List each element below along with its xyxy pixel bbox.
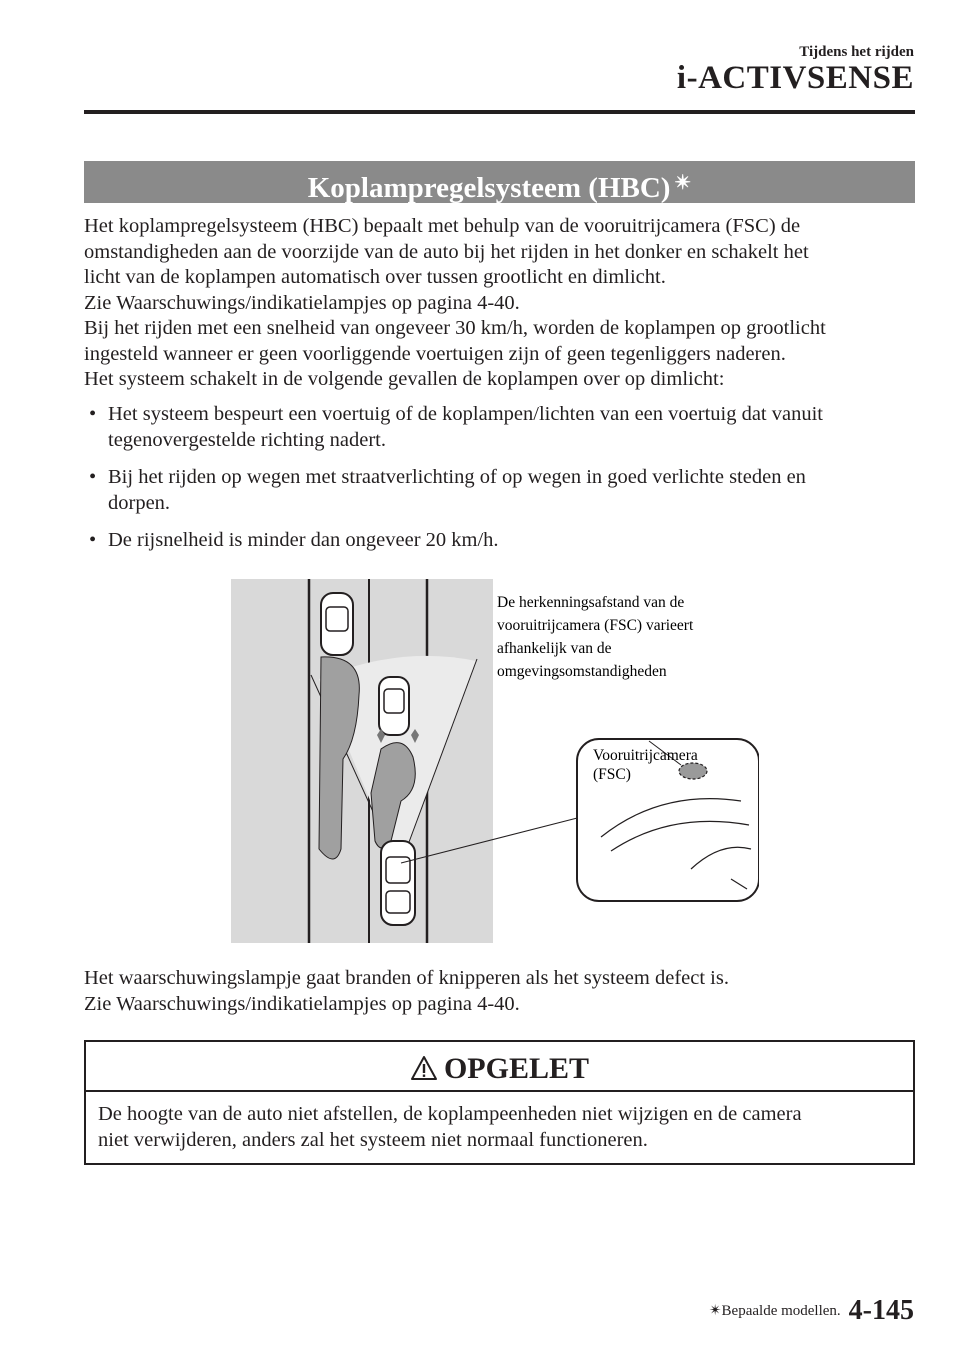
asterisk-icon: ✴ <box>674 172 692 194</box>
camera-caption: (FSC) <box>593 766 631 783</box>
intro-line: Zie Waarschuwings/indikatielampjes op pagina 4-40. <box>84 291 520 314</box>
intro-line: Het koplampregelsysteem (HBC) bepaalt met behulp van de vooruitrijcamera (FSC) de <box>84 215 801 237</box>
list-item-text: • Het systeem bespeurt een voertuig of de koplampen/lichten van een voertuig dat vanuit <box>108 403 823 425</box>
chapter-header: i-ACTIVSENSE <box>676 60 914 96</box>
page-number: 4-145 <box>848 1295 914 1326</box>
camera-caption: Vooruitrijcamera <box>593 747 698 764</box>
list-item-text: dorpen. <box>108 491 171 514</box>
range-caption: afhankelijk van de <box>497 640 612 657</box>
intro-line: ingesteld wanneer er geen voorliggende voertuigen zijn of geen tegenliggers naderen. <box>84 342 786 365</box>
oncoming-car-icon <box>321 593 353 655</box>
range-caption: vooruitrijcamera (FSC) varieert <box>497 617 694 634</box>
list-item <box>84 465 924 516</box>
intro-line: Het systeem schakelt in de volgende gevallen de koplampen over op dimlicht: <box>84 368 725 390</box>
warning-triangle-icon <box>410 1055 438 1081</box>
asterisk-icon: ✴ <box>708 1303 722 1319</box>
section-title <box>84 161 915 203</box>
range-caption: omgevingsomstandigheden <box>497 663 667 680</box>
caution-line: De hoogte van de auto niet afstellen, de koplampeenheden niet wijzigen en de camera <box>98 1103 802 1125</box>
caution-body <box>86 1092 913 1153</box>
camera-icon <box>679 763 707 779</box>
list-item-text: tegenovergestelde richting nadert. <box>108 428 386 451</box>
after-line: Zie Waarschuwings/indikatielampjes op pagina 4-40. <box>84 992 520 1015</box>
list-item <box>84 528 924 554</box>
caution-title: OPGELET <box>443 1052 590 1085</box>
intro-line: Bij het rijden met een snelheid van ongeveer 30 km/h, worden de koplampen op grootlicht <box>84 317 826 339</box>
intro-line: omstandigheden aan de voorzijde van de auto bij het rijden in het donker en schakelt het <box>84 240 809 263</box>
section-header: Tijdens het rijden <box>799 44 914 60</box>
own-car-icon <box>381 841 415 925</box>
caution-header <box>86 1042 913 1092</box>
after-line: Het waarschuwingslampje gaat branden of knipperen als het systeem defect is. <box>84 967 729 989</box>
section-title-text: Koplampregelsysteem (HBC) <box>307 172 671 204</box>
intro-paragraph <box>84 214 924 393</box>
list-item <box>84 402 924 453</box>
footnote-text: Bepaalde modellen. <box>721 1303 841 1319</box>
header-rule <box>84 110 915 114</box>
intro-line: licht van de koplampen automatisch over tussen grootlicht en dimlicht. <box>84 266 666 288</box>
list-item-text: • De rijsnelheid is minder dan ongeveer 20 km/h. <box>108 529 499 551</box>
range-caption: De herkenningsafstand van de <box>497 594 685 611</box>
after-paragraph <box>84 966 924 1017</box>
list-item-text: • Bij het rijden op wegen met straatverlichting of op wegen in goed verlichte steden en <box>108 466 806 488</box>
footnote <box>709 1301 841 1320</box>
page-footer <box>709 1295 914 1327</box>
caution-line: niet verwijderen, anders zal het systeem niet normaal functioneren. <box>98 1128 648 1151</box>
caution-box <box>84 1040 915 1165</box>
bullet-list <box>84 402 924 566</box>
hbc-illustration <box>231 579 759 943</box>
